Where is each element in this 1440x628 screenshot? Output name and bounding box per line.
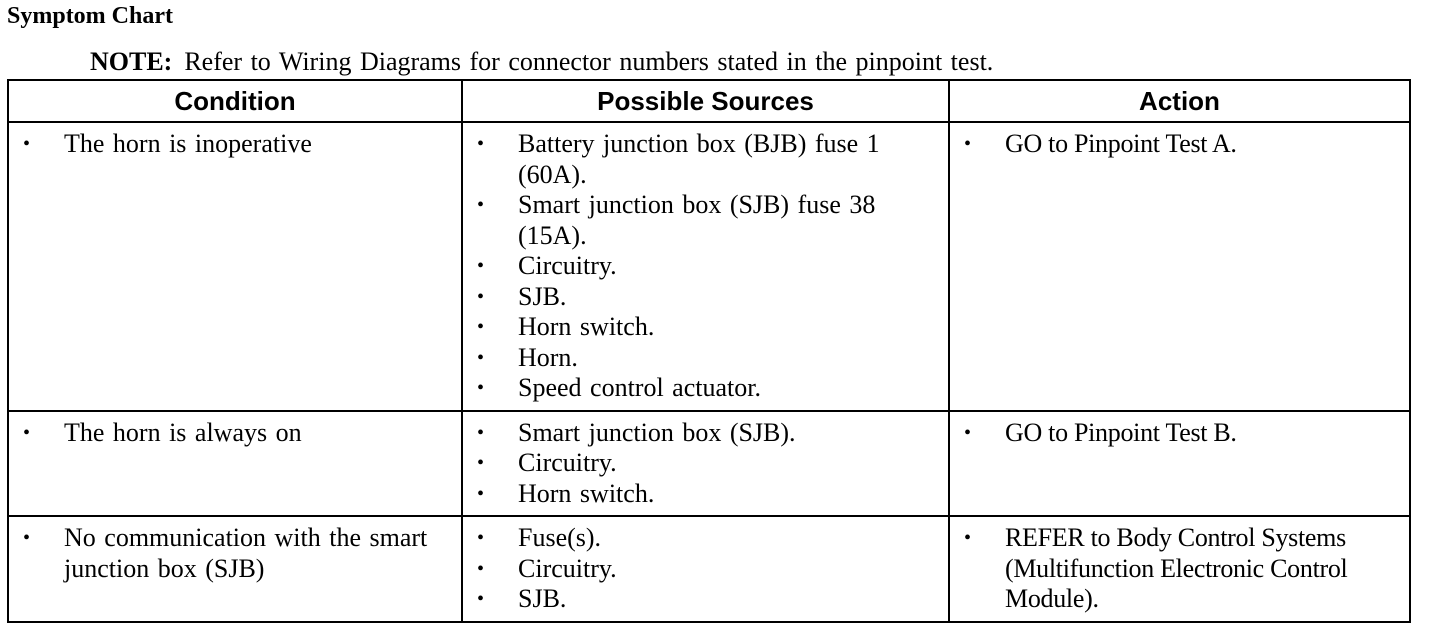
table-header-row — [8, 80, 1410, 122]
condition-list — [9, 412, 461, 455]
source-text: Fuse(s). — [518, 523, 602, 552]
list-item — [9, 418, 453, 449]
list-item — [463, 343, 940, 374]
source-text: Circuitry. — [518, 251, 617, 280]
condition-cell — [8, 516, 462, 622]
action-cell — [949, 122, 1410, 411]
table-row — [8, 516, 1410, 622]
sources-list — [463, 412, 948, 516]
bullet-icon: • — [477, 346, 485, 369]
source-text: Circuitry. — [518, 553, 617, 583]
list-item — [9, 129, 453, 160]
sources-cell — [462, 411, 949, 517]
action-cell — [949, 411, 1410, 517]
bullet-icon: • — [477, 285, 485, 308]
bullet-icon: • — [964, 421, 971, 444]
source-text: Speed control actuator. — [518, 373, 761, 402]
list-item — [463, 448, 940, 479]
list-item — [463, 479, 940, 510]
column-header-action: Action — [949, 80, 1410, 122]
condition-text: The horn is always on — [64, 417, 302, 447]
list-item — [463, 373, 940, 404]
bullet-icon: • — [964, 133, 971, 155]
column-header-condition: Condition — [8, 80, 462, 122]
bullet-icon: • — [477, 316, 485, 338]
bullet-icon: • — [477, 588, 485, 610]
action-text: REFER to Body Control Systems (Multifunction Electronic Control Module). — [1005, 523, 1348, 613]
condition-text: No communication with the smart junction box (SJB) — [64, 523, 428, 583]
action-list — [950, 123, 1409, 166]
table-row — [8, 411, 1410, 517]
source-text: SJB. — [518, 281, 567, 311]
table-row — [8, 122, 1410, 411]
list-item — [950, 418, 1401, 449]
source-text: Circuitry. — [518, 448, 617, 477]
list-item — [463, 129, 940, 190]
list-item — [9, 523, 453, 584]
bullet-icon: • — [23, 527, 31, 549]
bullet-icon: • — [477, 377, 485, 399]
bullet-icon: • — [477, 133, 485, 155]
symptom-table — [7, 79, 1411, 623]
note-label: NOTE: — [90, 47, 173, 76]
action-list — [950, 412, 1409, 455]
source-text: Smart junction box (SJB). — [518, 417, 796, 447]
bullet-icon: • — [23, 133, 31, 155]
bullet-icon: • — [477, 482, 485, 505]
bullet-icon: • — [477, 557, 485, 580]
sources-cell — [462, 122, 949, 411]
column-header-possible-sources: Possible Sources — [462, 80, 949, 122]
action-text: GO to Pinpoint Test B. — [1005, 417, 1237, 447]
list-item — [463, 418, 940, 449]
note-text: Refer to Wiring Diagrams for connector numbers stated in the pinpoint test. — [184, 47, 994, 76]
list-item — [950, 523, 1401, 615]
action-cell — [949, 516, 1410, 622]
list-item — [463, 312, 940, 343]
source-text: Horn. — [518, 342, 578, 372]
condition-list — [9, 517, 461, 590]
bullet-icon: • — [477, 452, 485, 474]
condition-text: The horn is inoperative — [64, 129, 312, 158]
bullet-icon: • — [477, 255, 485, 277]
action-list — [950, 517, 1409, 621]
list-item — [463, 523, 940, 554]
bullet-icon: • — [964, 527, 971, 549]
sources-cell — [462, 516, 949, 622]
list-item — [463, 282, 940, 313]
list-item — [950, 129, 1401, 160]
source-text: SJB. — [518, 584, 567, 613]
source-text: Smart junction box (SJB) fuse 38 (15A). — [518, 190, 876, 250]
source-text: Horn switch. — [518, 312, 655, 341]
page-title: Symptom Chart — [7, 3, 173, 29]
list-item — [463, 251, 940, 282]
bullet-icon: • — [477, 421, 485, 444]
sources-list — [463, 123, 948, 410]
condition-cell — [8, 411, 462, 517]
list-item — [463, 554, 940, 585]
action-text: GO to Pinpoint Test A. — [1005, 129, 1237, 158]
condition-list — [9, 123, 461, 166]
list-item — [463, 190, 940, 251]
condition-cell — [8, 122, 462, 411]
sources-list — [463, 517, 948, 621]
bullet-icon: • — [23, 421, 31, 444]
note — [90, 47, 993, 77]
source-text: Battery junction box (BJB) fuse 1 (60A). — [518, 129, 880, 189]
list-item — [463, 584, 940, 615]
bullet-icon: • — [477, 527, 485, 549]
bullet-icon: • — [477, 194, 485, 216]
source-text: Horn switch. — [518, 478, 655, 508]
